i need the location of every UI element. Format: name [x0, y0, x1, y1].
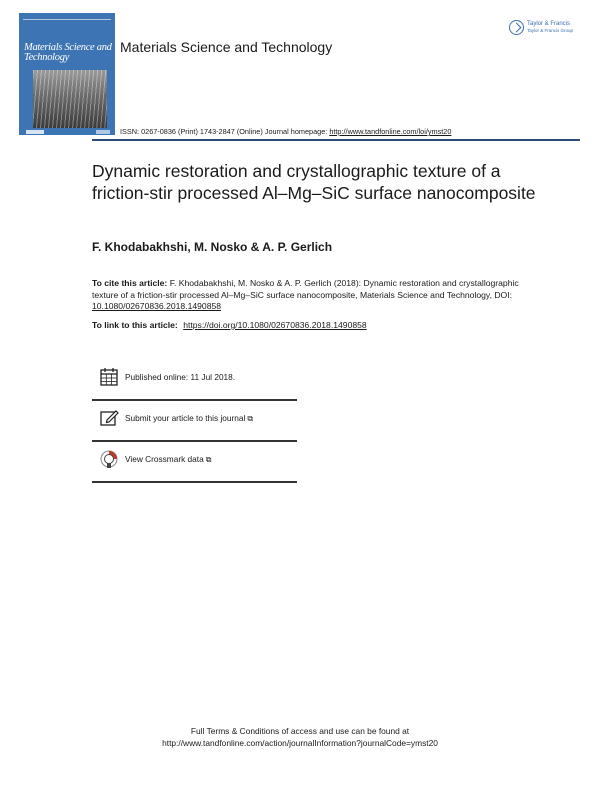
- issn-text: ISSN: 0267-0836 (Print) 1743-2847 (Online) Journal homepage:: [120, 127, 328, 136]
- journal-homepage-link[interactable]: http://www.tandfonline.com/loi/ymst20: [329, 127, 452, 136]
- issn-line: [120, 127, 451, 136]
- cover-image: [33, 70, 107, 128]
- footer-terms-text: Full Terms & Conditions of access and use can be found at: [190, 726, 410, 736]
- citation-text: F. Khodabakhshi, M. Nosko & A. P. Gerlich (2018): Dynamic restoration and crystallographic texture of a friction-stir processed Al–Mg–SiC surface nanocomposite, Materials Science and Technology, DOI:: [92, 278, 519, 300]
- cover-logo: [26, 130, 44, 134]
- crossmark-icon: [99, 449, 123, 469]
- external-link-icon: ⧉: [247, 413, 254, 423]
- article-doi-link[interactable]: https://doi.org/10.1080/02670836.2018.1490858: [183, 320, 367, 330]
- crossmark-link[interactable]: [125, 454, 211, 465]
- journal-name: Materials Science and Technology: [120, 39, 333, 55]
- published-online-text: Published online: 11 Jul 2018.: [125, 372, 236, 382]
- footer: [0, 726, 600, 749]
- header-divider: [92, 139, 580, 141]
- published-online-row: [92, 358, 297, 396]
- publisher-logo: [509, 18, 589, 36]
- cover-title: Materials Science and Technology: [24, 42, 112, 63]
- calendar-icon: [99, 367, 123, 387]
- cover-top-line: [23, 19, 111, 20]
- citation-doi-link[interactable]: 10.1080/02670836.2018.1490858: [92, 301, 222, 312]
- publisher-logo-name: Taylor & Francis: [527, 20, 571, 27]
- edit-icon: [99, 408, 123, 428]
- crossmark-text: View Crossmark data: [125, 453, 204, 464]
- crossmark-row[interactable]: [92, 440, 297, 478]
- publisher-logo-group: Taylor & Francis Group: [527, 27, 574, 33]
- info-divider: [92, 481, 297, 483]
- external-link-icon: ⧉: [205, 454, 212, 464]
- article-link-label: To link to this article:: [92, 320, 178, 330]
- citation-label: To cite this article:: [92, 278, 168, 288]
- article-title: Dynamic restoration and crystallographic texture of a friction-stir processed Al–Mg–SiC surface nanocomposite: [92, 161, 536, 203]
- publisher-logo-icon: [509, 20, 524, 35]
- article-authors: F. Khodabakhshi, M. Nosko & A. P. Gerlich: [92, 240, 333, 254]
- submit-article-row[interactable]: [92, 399, 297, 437]
- submit-article-text: Submit your article to this journal: [125, 412, 246, 423]
- citation-block: [92, 278, 532, 313]
- submit-article-link[interactable]: [125, 413, 253, 424]
- article-link-block: [92, 320, 367, 330]
- footer-terms-url[interactable]: http://www.tandfonline.com/action/journalInformation?journalCode=ymst20: [162, 737, 438, 748]
- journal-cover: [19, 13, 115, 135]
- cover-logo-secondary: [96, 130, 110, 134]
